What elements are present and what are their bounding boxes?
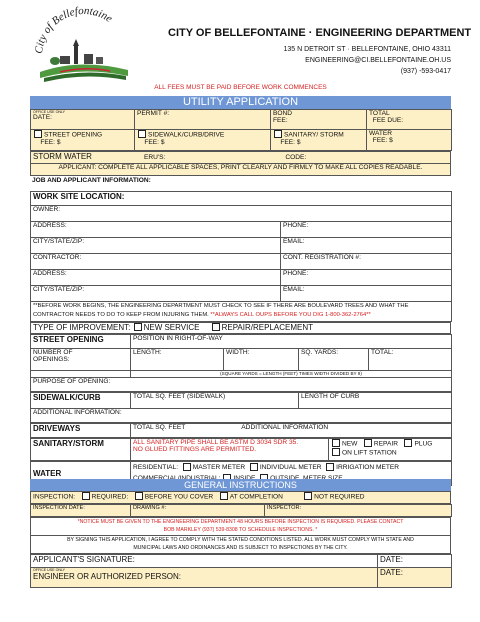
contractor-phone-field[interactable]: PHONE: (281, 270, 452, 286)
street-fee-label: FEE: $ (40, 139, 61, 146)
length-field[interactable]: LENGTH: (131, 349, 224, 371)
department-email: ENGINEERING@CI.BELLEFONTAINE.OH.US (305, 57, 451, 64)
applicant-signature-field[interactable]: APPLICANT'S SIGNATURE: (31, 555, 378, 568)
irrigation-meter-checkbox[interactable] (326, 463, 334, 471)
tree-note-line-2: CONTRACTOR NEEDS TO DO TO KEEP FROM INJURING THEM. (33, 312, 209, 318)
fees-notice: ALL FEES MUST BE PAID BEFORE WORK COMMENCES (154, 84, 327, 91)
at-completion-checkbox[interactable] (220, 492, 228, 500)
storm-water-table (30, 151, 451, 176)
department-phone: (937) -593-0417 (400, 68, 451, 75)
improvement-type-table (30, 322, 451, 334)
sanitary-fee-label: FEE: $ (280, 139, 301, 146)
length-of-curb-field[interactable]: LENGTH OF CURB (299, 393, 452, 409)
irrigation-meter-label: IRRIGATION METER (336, 464, 400, 471)
sidewalk-curb-heading: SIDEWALK/CURB (31, 393, 131, 409)
number-of-openings-label (31, 349, 131, 371)
utility-band: UTILITY APPLICATION (30, 96, 451, 109)
contractor-email-field[interactable]: EMAIL: (281, 286, 452, 302)
office-use-label-2: OFFICE USE ONLY (33, 568, 66, 572)
sign-note-line-2: MUNICIPAL LAWS AND ORDINANCES AND IS SUBJECT TO INSPECTIONS BY THE CITY. (133, 545, 348, 551)
sanitary-fee[interactable] (271, 130, 367, 151)
owner-field[interactable]: OWNER: (31, 206, 452, 222)
street-opening-table (30, 334, 452, 392)
sanitary-requirement-2: NO GLUED FITTINGS ARE PERMITTED. (133, 446, 257, 453)
before-cover-checkbox[interactable] (135, 492, 143, 500)
notice-line-1: *NOTICE MUST BE GIVEN TO THE ENGINEERING DEPARTMENT 48 HOURS BEFORE INSPECTION IS REQUIRED. PLEASE CONTACT (77, 519, 404, 525)
notice-line-2: BOB MARKLEY (937) 539-8308 TO SCHEDULE INSPECTIONS. * (163, 527, 318, 533)
number-of-text: NUMBER OF (33, 349, 73, 356)
sanitary-new-label: NEW (342, 440, 358, 448)
sanitary-requirements (131, 439, 329, 461)
sanitary-label: SANITARY/ STORM (284, 131, 344, 139)
sidewalk-fee-label: FEE: $ (144, 139, 165, 146)
erus-label: ERU'S: (143, 154, 166, 161)
contractor-city-field[interactable]: CITY/STATE/ZIP: (31, 286, 281, 302)
phone-field[interactable]: PHONE: (281, 222, 452, 238)
sanitary-plug-checkbox[interactable] (404, 439, 412, 447)
sign-note-line-1: BY SIGNING THIS APPLICATION, I AGREE TO COMPLY WITH THE STATED CONDITIONS LISTED. ALL WORK MUST COMPLY WITH STATE AND (67, 537, 414, 543)
svg-text:City of Bellefontaine (33, 6, 115, 54)
address-field[interactable]: ADDRESS: (31, 222, 281, 238)
signing-notice (31, 536, 451, 554)
not-required-checkbox[interactable] (304, 492, 312, 500)
master-meter-label: MASTER METER (192, 464, 246, 471)
repair-replacement-checkbox[interactable] (212, 323, 220, 331)
sanitary-table (30, 438, 452, 461)
engineer-label: ENGINEER OR AUTHORIZED PERSON: (33, 572, 182, 581)
email-field[interactable]: EMAIL: (281, 238, 452, 254)
contractor-field[interactable]: CONTRACTOR: (31, 254, 281, 270)
driveway-additional-info-label: ADDITIONAL INFORMATION (241, 424, 329, 431)
inspection-table (30, 491, 451, 504)
improvement-section (30, 322, 452, 486)
permit-label: PERMIT #: (137, 110, 170, 117)
openings-text: OPENINGS: (33, 356, 70, 363)
required-label: REQUIRED: (91, 493, 129, 501)
additional-info-field[interactable]: ADDITIONAL INFORMATION: (31, 409, 452, 423)
repair-replacement-label: REPAIR/REPLACEMENT (221, 323, 314, 332)
sidewalk-checkbox[interactable] (138, 130, 146, 138)
oups-notice: **ALWAYS CALL OUPS BEFORE YOU DIG 1-800-362-2764** (210, 312, 371, 318)
notice-table (30, 517, 451, 554)
date-label: DATE: (33, 114, 52, 121)
sidewalk-sq-feet-field[interactable]: TOTAL SQ. FEET (SIDEWALK) (131, 393, 299, 409)
at-completion-label: AT COMPLETION (229, 493, 283, 501)
storm-water-row[interactable] (31, 152, 451, 164)
applicant-date-field[interactable]: DATE: (378, 555, 452, 568)
job-section (30, 191, 452, 322)
general-section (30, 479, 452, 588)
total-label: TOTAL (369, 110, 390, 117)
street-opening-label: STREET OPENING (44, 131, 103, 139)
inspection-label: INSPECTION: (33, 493, 76, 501)
master-meter-checkbox[interactable] (183, 463, 191, 471)
water-heading: WATER (31, 462, 131, 486)
required-checkbox[interactable] (82, 492, 90, 500)
utility-section (30, 96, 452, 186)
department-address: 135 N DETROIT ST · BELLEFONTAINE, OHIO 43311 (283, 46, 451, 53)
sidewalk-fee[interactable] (135, 130, 271, 151)
city-state-zip-field[interactable]: CITY/STATE/ZIP: (31, 238, 281, 254)
street-opening-fee[interactable] (31, 130, 135, 151)
type-of-improvement-row (31, 323, 451, 334)
sidewalk-label: SIDEWALK/CURB/DRIVE (148, 131, 225, 139)
width-field[interactable]: WIDTH: (224, 349, 299, 371)
sanitary-options (329, 439, 452, 461)
sq-yards-field[interactable]: SQ. YARDS: (299, 349, 369, 371)
engineer-signature-field[interactable] (31, 568, 378, 588)
driveway-sq-feet-label: TOTAL SQ. FEET (133, 424, 186, 431)
water-label: WATER (369, 130, 393, 137)
individual-meter-checkbox[interactable] (250, 463, 258, 471)
sanitary-checkbox[interactable] (274, 130, 282, 138)
sanitary-repair-label: REPAIR (373, 440, 398, 448)
not-required-label: NOT REQUIRED (314, 493, 365, 501)
sq-yards-note: (SQUARE YARDS = LENGTH (FEET) TIMES WIDTH DIVIDED BY 9) (131, 371, 452, 378)
total-fee-label: FEE DUE: (372, 117, 404, 124)
date-field[interactable] (31, 110, 135, 130)
applicant-note: APPLICANT: COMPLETE ALL APPLICABLE SPACES, PRINT CLEARLY AND FIRMLY TO MAKE ALL COPIES READABLE. (31, 164, 451, 176)
type-label: TYPE OF IMPROVEMENT: (33, 323, 131, 332)
total-fee-field[interactable] (367, 110, 452, 130)
inspection-detail-table (30, 504, 452, 517)
sanitary-storm-heading: SANITARY/STORM (31, 439, 131, 461)
city-logo (30, 6, 134, 86)
general-band: GENERAL INSTRUCTIONS (30, 479, 451, 491)
inspection-notice (31, 518, 451, 536)
bond-fee-label: FEE: (273, 117, 288, 124)
position-row-field[interactable]: POSITION IN RIGHT-OF-WAY (131, 335, 452, 349)
total-field[interactable]: TOTAL: (369, 349, 452, 371)
code-label: CODE: (285, 154, 307, 161)
bond-fee-field[interactable] (271, 110, 367, 130)
cont-registration-field[interactable]: CONT. REGISTRATION #: (281, 254, 452, 270)
drawing-field[interactable]: DRAWING #: (131, 505, 265, 517)
residential-label: RESIDENTIAL: (133, 464, 179, 471)
inspection-date-field[interactable]: INSPECTION DATE: (31, 505, 131, 517)
inspection-row (31, 492, 451, 504)
driveways-heading: DRIVEWAYS (31, 424, 131, 438)
new-service-checkbox[interactable] (134, 323, 142, 331)
job-info-heading: JOB AND APPLICANT INFORMATION: (32, 177, 151, 184)
sanitary-repair-checkbox[interactable] (364, 439, 372, 447)
sanitary-requirement-1: ALL SANITARY PIPE SHALL BE ASTM D 3034 SDR 35. (133, 439, 299, 446)
department-title: CITY OF BELLEFONTAINE · ENGINEERING DEPARTMENT (168, 27, 472, 39)
individual-meter-label: INDIVIDUAL METER (259, 464, 322, 471)
job-table (30, 191, 452, 322)
driveways-field[interactable] (131, 424, 452, 438)
inspector-field[interactable]: INSPECTOR: (265, 505, 452, 517)
driveways-table (30, 423, 452, 438)
signature-table (30, 554, 452, 588)
lift-station-checkbox[interactable] (332, 448, 340, 456)
city-logo-graphic (30, 6, 134, 86)
work-site-field[interactable]: WORK SITE LOCATION: (31, 192, 452, 206)
contractor-address-field[interactable]: ADDRESS: (31, 270, 281, 286)
engineer-date-field[interactable]: DATE: (378, 568, 452, 588)
logo-lettering: City of Bellefontaine (32, 6, 115, 55)
fees-table (30, 109, 452, 151)
new-service-label: NEW SERVICE (143, 323, 200, 332)
street-opening-checkbox[interactable] (34, 130, 42, 138)
sanitary-new-checkbox[interactable] (332, 439, 340, 447)
sidewalk-table (30, 392, 452, 423)
water-fee-label: FEE: $ (372, 137, 393, 144)
street-opening-heading: STREET OPENING (31, 335, 131, 349)
water-fee[interactable] (367, 130, 452, 151)
purpose-field[interactable]: PURPOSE OF OPENING: (31, 378, 452, 392)
lift-station-label: ON LIFT STATION (342, 449, 397, 457)
tree-notice (31, 302, 452, 322)
bond-label: BOND (273, 110, 293, 117)
before-cover-label: BEFORE YOU COVER (144, 493, 214, 501)
permit-field[interactable] (135, 110, 271, 130)
sanitary-plug-label: PLUG (414, 440, 433, 448)
office-use-label: OFFICE USE ONLY (33, 110, 66, 114)
tree-note-line-1: **BEFORE WORK BEGINS, THE ENGINEERING DEPARTMENT MUST CHECK TO SEE IF THERE ARE BOULEVARD TREES AND WHAT THE (33, 303, 409, 309)
storm-water-label: STORM WATER (33, 152, 92, 161)
